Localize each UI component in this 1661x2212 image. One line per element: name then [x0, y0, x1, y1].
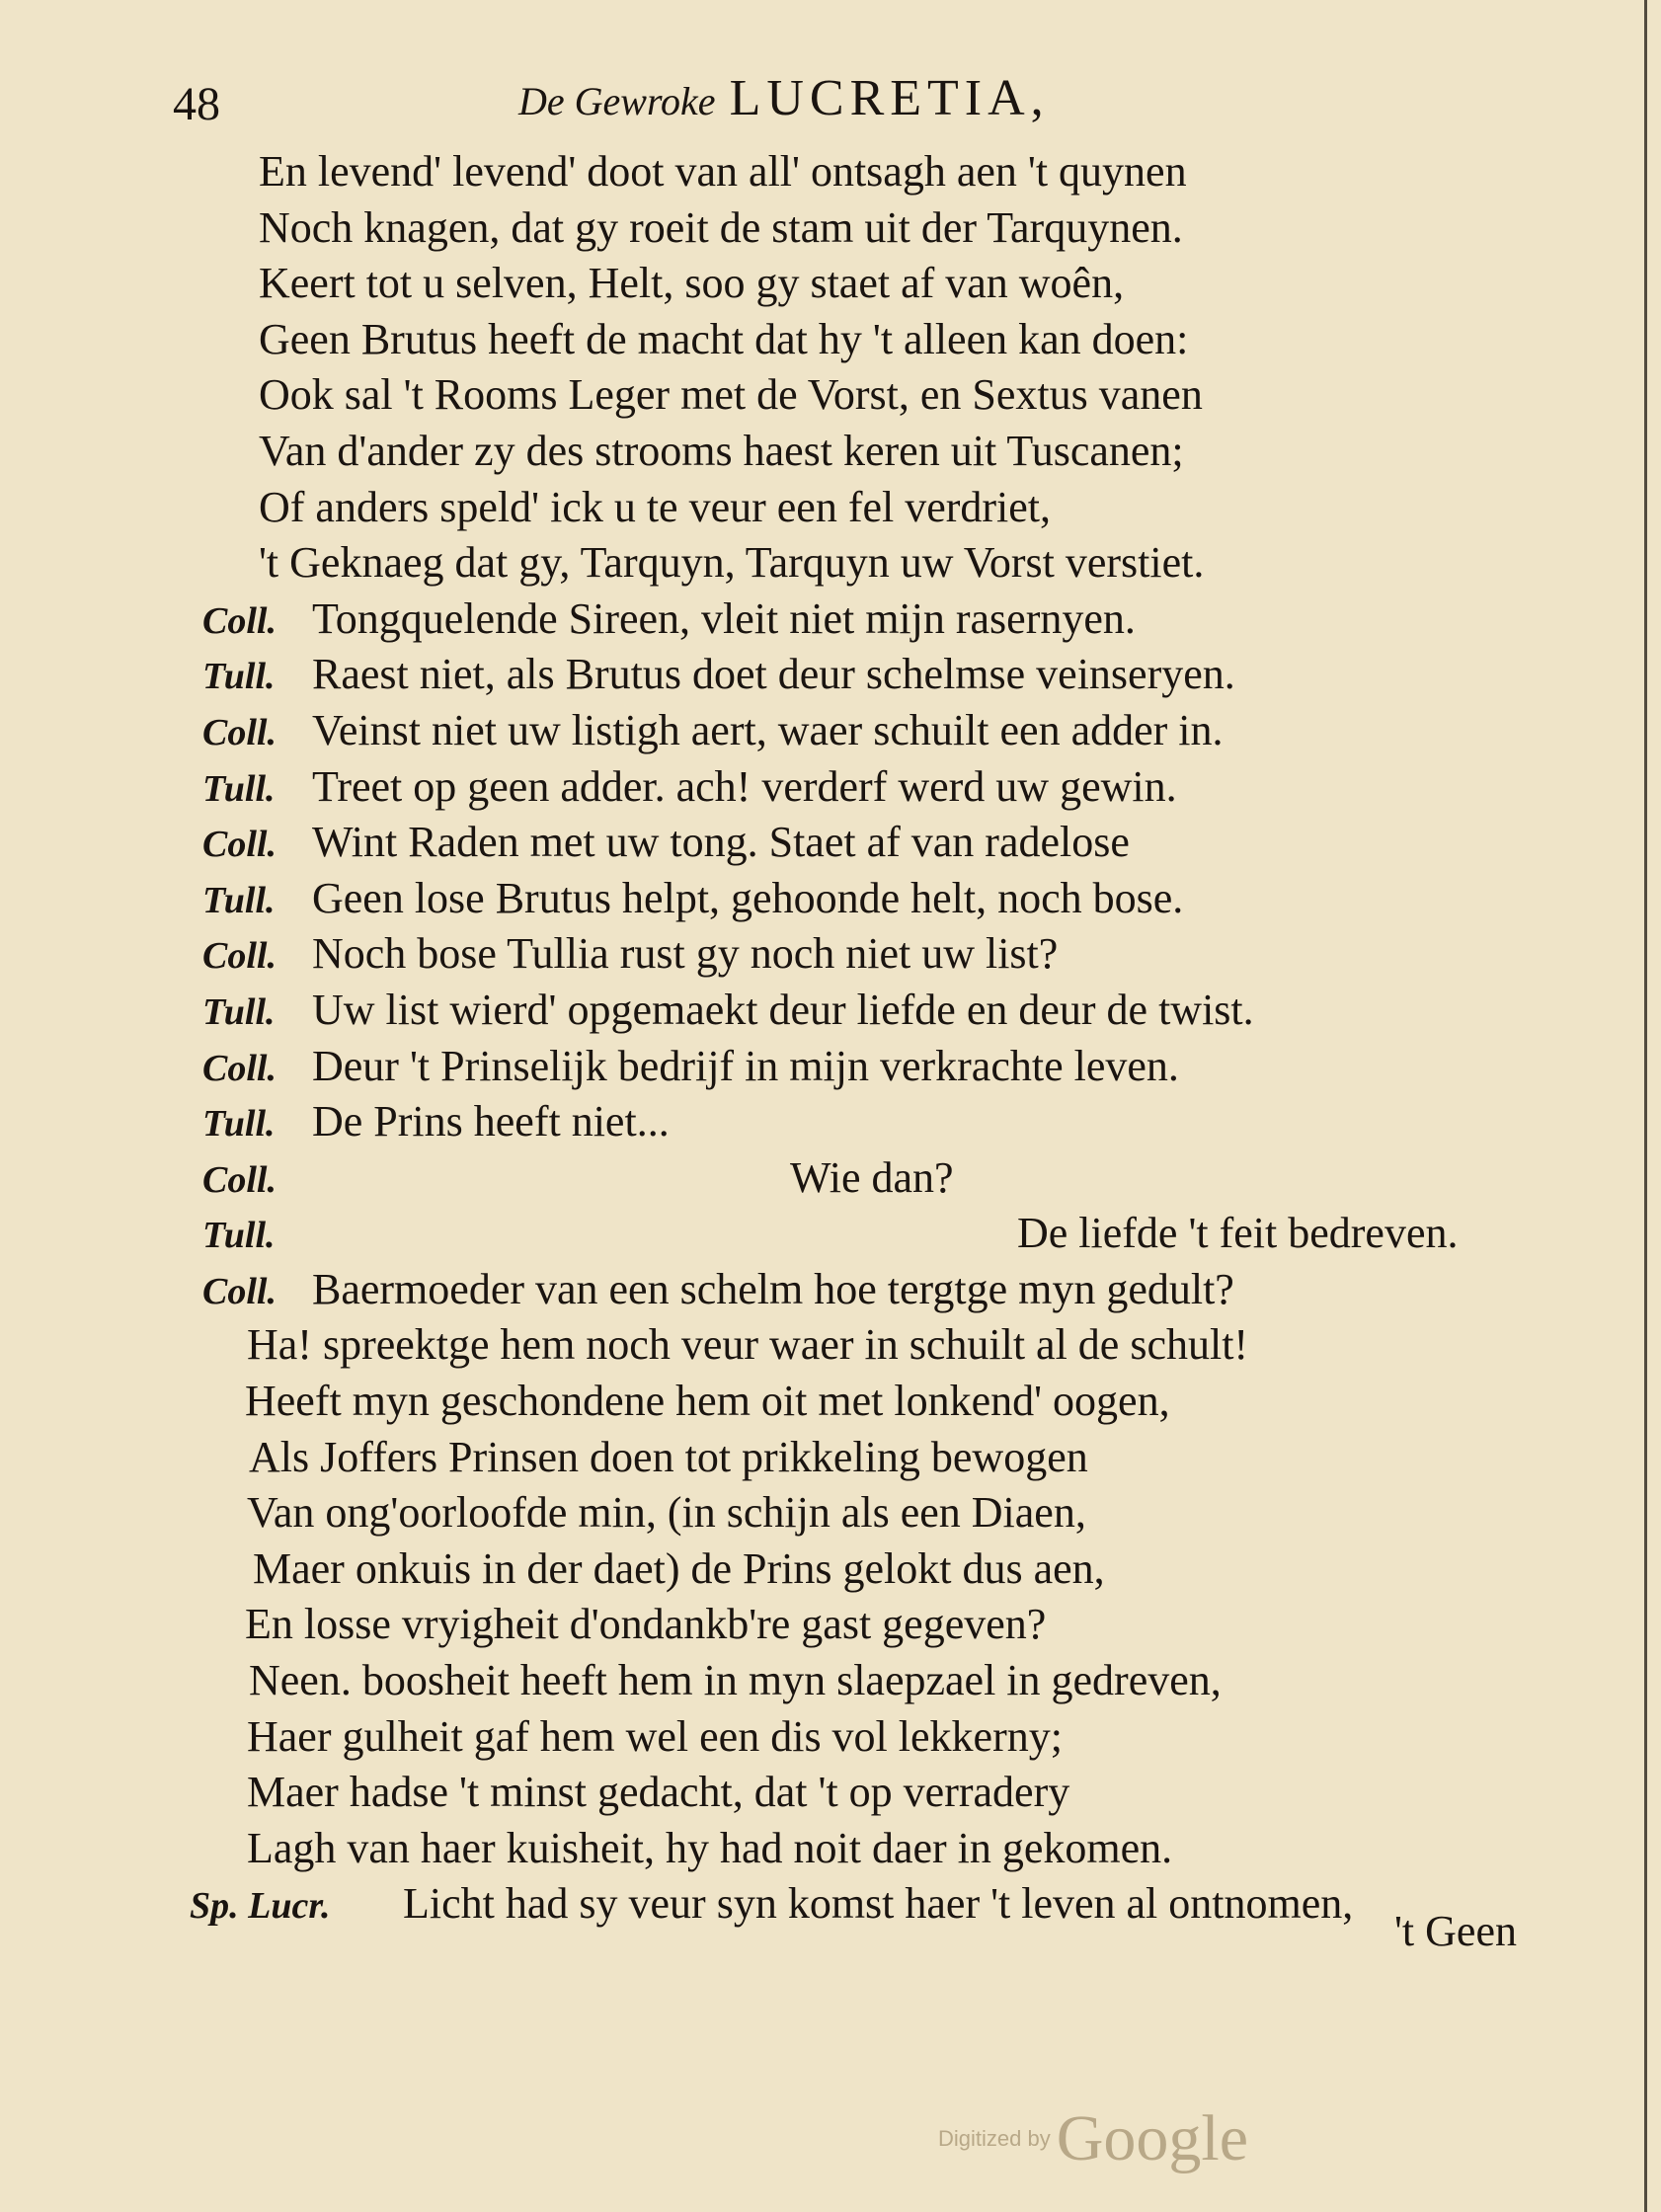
verse-line	[0, 593, 1661, 650]
verse-line	[0, 1823, 1661, 1879]
verse-text: En levend' levend' doot van all' ontsagh aen 't quynen	[259, 147, 1187, 196]
speaker-label: Tull.	[202, 656, 276, 698]
verse-text: Neen. boosheit heeft hem in myn slaepzael in gedreven,	[249, 1656, 1222, 1705]
verse-text: Heeft myn geschondene hem oit met lonkend' oogen,	[245, 1377, 1170, 1426]
verse-text: 't Geknaeg dat gy, Tarquyn, Tarquyn uw Vorst verstiet.	[259, 538, 1205, 588]
verse-line	[0, 1655, 1661, 1711]
verse-text: Noch bose Tullia rust gy noch niet uw list?	[312, 929, 1059, 979]
verse-text: Treet op geen adder. ach! verderf werd uw gewin.	[312, 761, 1177, 811]
verse-text: Maer onkuis in der daet) de Prins gelokt dus aen,	[253, 1543, 1105, 1593]
speaker-label: Tull.	[202, 1215, 276, 1257]
speaker-label: Coll.	[202, 599, 277, 642]
verse-line	[0, 1767, 1661, 1823]
speaker-label: Coll.	[202, 711, 277, 753]
verse-line	[0, 1487, 1661, 1543]
verse-line	[0, 369, 1661, 426]
verse-line	[0, 649, 1661, 705]
verse-text: De liefde 't feit bedreven.	[1017, 1209, 1459, 1258]
verse-text: Tongquelende Sireen, vleit niet mijn rasernyen.	[312, 593, 1136, 643]
verse-line	[0, 1432, 1661, 1488]
running-title	[518, 69, 1050, 127]
speaker-label: Coll.	[202, 1158, 277, 1201]
watermark-prefix: Digitized by	[938, 2126, 1051, 2151]
verse-line	[0, 1319, 1661, 1376]
verse-line	[0, 314, 1661, 370]
verse-line	[0, 537, 1661, 593]
verse-text: Deur 't Prinselijk bedrijf in mijn verkrachte leven.	[312, 1041, 1179, 1090]
verse-text: Wie dan?	[790, 1152, 954, 1202]
verse-text: Geen lose Brutus helpt, gehoonde helt, noch bose.	[312, 873, 1184, 922]
verse-line	[0, 146, 1661, 202]
verse-text: Of anders speld' ick u te veur een fel verdriet,	[259, 482, 1052, 531]
verse-line	[0, 1711, 1661, 1768]
speaker-label: Coll.	[202, 824, 277, 866]
page-number: 48	[173, 78, 220, 130]
verse-text: Ook sal 't Rooms Leger met de Vorst, en Sextus vanen	[259, 370, 1203, 420]
verse-line	[0, 873, 1661, 929]
catchword: 't Geen	[1394, 1907, 1517, 1955]
verse-text: Lagh van haer kuisheit, hy had noit daer in gekomen.	[247, 1823, 1173, 1872]
verse-text: Uw list wierd' opgemaekt deur liefde en deur de twist.	[312, 985, 1254, 1034]
verse-line	[0, 482, 1661, 538]
verse-line	[0, 1152, 1661, 1209]
speaker-label: Tull.	[202, 879, 276, 921]
verse-line	[0, 258, 1661, 314]
speaker-label: Sp. Lucr.	[190, 1885, 331, 1928]
verse-line	[0, 426, 1661, 482]
verse-text: Van d'ander zy des strooms haest keren uit Tuscanen;	[259, 426, 1184, 475]
watermark-logo: Google	[1056, 2102, 1249, 2174]
verse-text: Wint Raden met uw tong. Staet af van radelose	[312, 818, 1130, 867]
verse-line	[0, 928, 1661, 985]
verse-line	[0, 1264, 1661, 1320]
verse-line	[0, 761, 1661, 818]
verse-text: Van ong'oorloofde min, (in schijn als een Diaen,	[247, 1488, 1086, 1538]
speaker-label: Tull.	[202, 1103, 276, 1146]
speaker-label: Coll.	[202, 1270, 277, 1312]
running-header	[173, 69, 1555, 148]
verse-text: Veinst niet uw listigh aert, waer schuilt een adder in.	[312, 705, 1224, 754]
speaker-label: Tull.	[202, 990, 276, 1033]
speaker-label: Coll.	[202, 935, 277, 978]
verse-text: Raest niet, als Brutus doet deur schelmse veinseryen.	[312, 650, 1235, 699]
verse-line	[0, 817, 1661, 873]
verse-text: Haer gulheit gaf hem wel een dis vol lekkerny;	[247, 1711, 1063, 1761]
verse-line	[0, 1376, 1661, 1432]
digitized-watermark	[938, 2101, 1248, 2176]
verse-text: En losse vryigheit d'ondankb're gast gegeven?	[245, 1600, 1047, 1649]
verse-text: Ha! spreektge hem noch veur waer in schuilt al de schult!	[247, 1320, 1249, 1370]
verse-text: Licht had sy veur syn komst haer 't leven al ontnomen,	[403, 1879, 1354, 1929]
verse-text: Baermoeder van een schelm hoe tergtge myn gedult?	[312, 1264, 1234, 1313]
running-title-italic: De Gewroke	[518, 79, 716, 123]
verse-text: Keert tot u selven, Helt, soo gy staet af van woên,	[259, 259, 1125, 308]
verse-line	[0, 1599, 1661, 1655]
verse-line	[0, 985, 1661, 1041]
verse-line	[0, 202, 1661, 259]
verse-text: Geen Brutus heeft de macht dat hy 't alleen kan doen:	[259, 314, 1189, 363]
verse-line	[0, 705, 1661, 761]
verse-text: Noch knagen, dat gy roeit de stam uit der Tarquynen.	[259, 202, 1183, 252]
speaker-label: Coll.	[202, 1047, 277, 1089]
verse-line	[0, 1041, 1661, 1097]
verse-line	[0, 1208, 1661, 1264]
verse-block	[0, 146, 1661, 1935]
running-title-caps: LUCRETIA,	[729, 70, 1050, 126]
verse-line	[0, 1543, 1661, 1600]
verse-text: Maer hadse 't minst gedacht, dat 't op verradery	[247, 1768, 1070, 1817]
verse-line	[0, 1096, 1661, 1152]
verse-text: De Prins heeft niet...	[312, 1097, 670, 1146]
verse-text: Als Joffers Prinsen doen tot prikkeling bewogen	[249, 1432, 1088, 1481]
speaker-label: Tull.	[202, 767, 276, 810]
